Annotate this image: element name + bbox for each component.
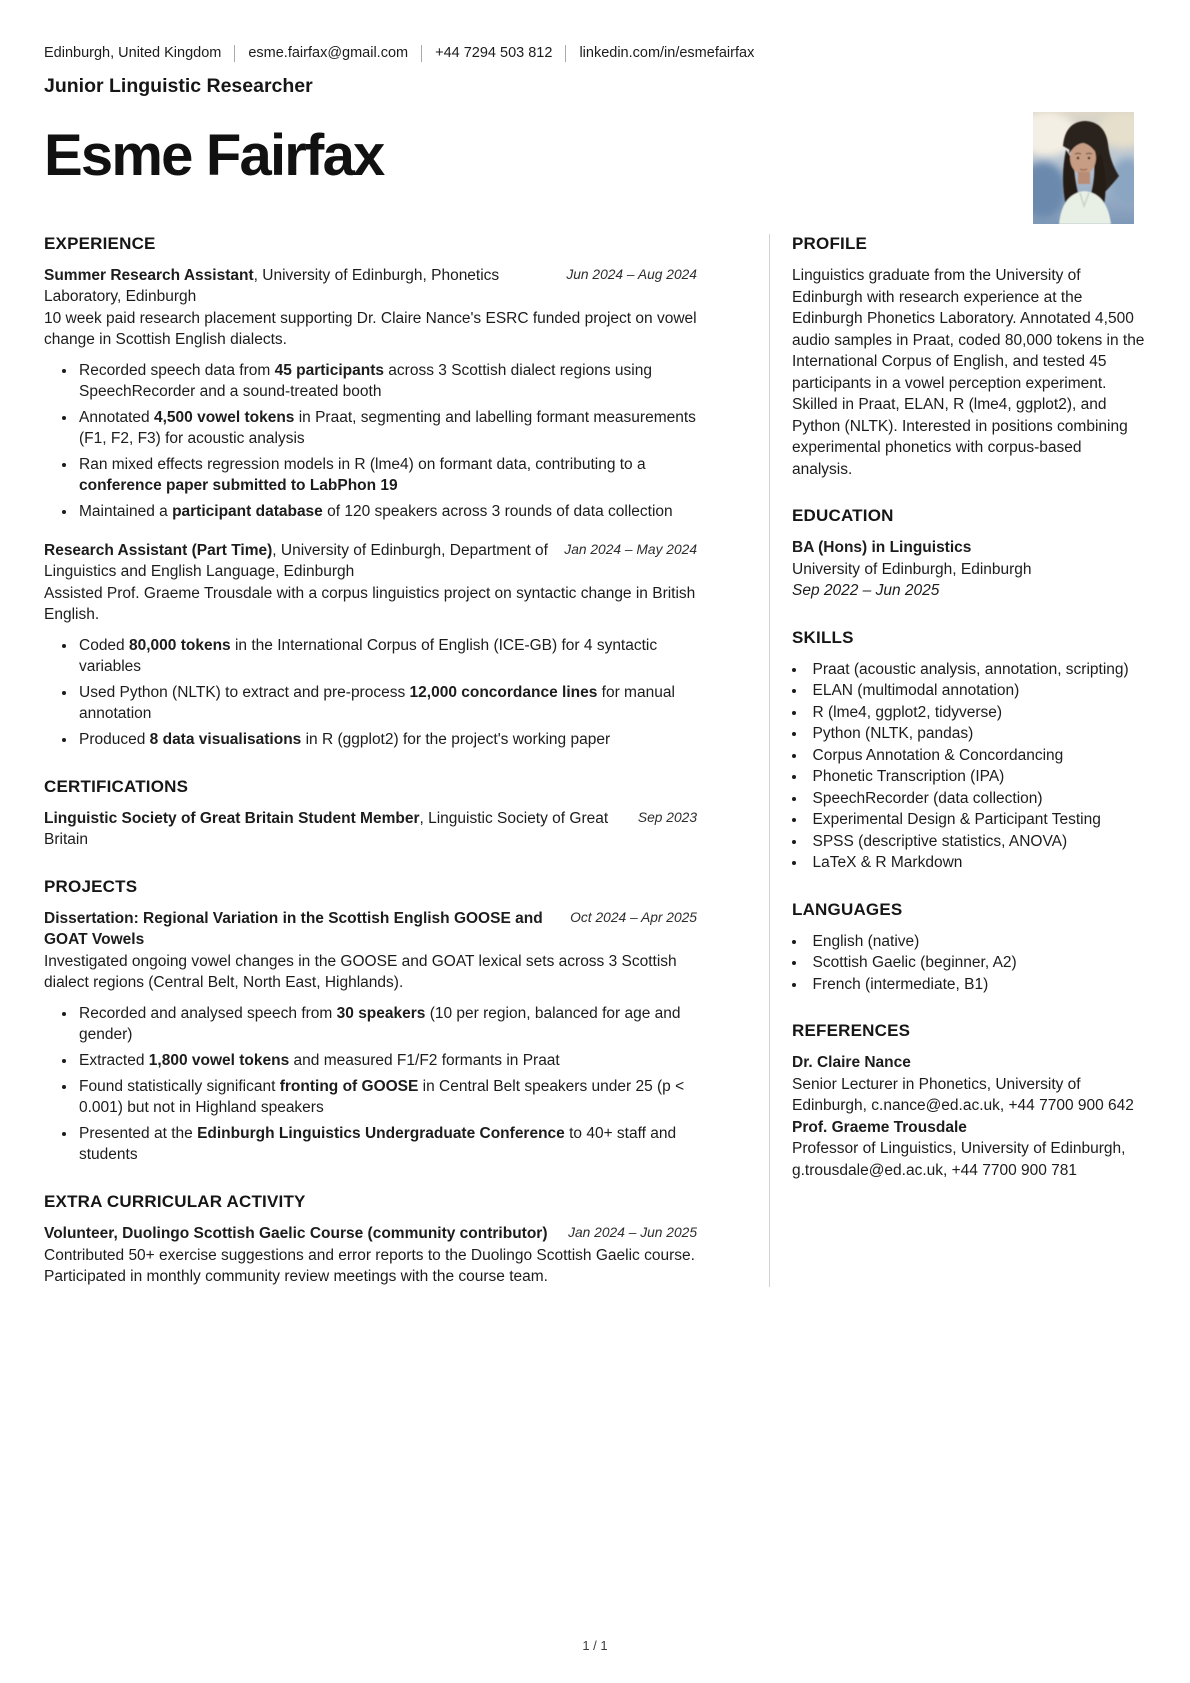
education-school: University of Edinburgh, Edinburgh [792,560,1032,578]
skill-item: • ELAN (multimodal annotation) [792,680,1145,702]
contact-separator [565,45,566,62]
job-title: Research Assistant (Part Time), University of Edinburgh, Department of Linguistics and English Language, Edinburgh [44,542,548,581]
bullet-item: • Recorded speech data from 45 participants across 3 Scottish dialect regions using SpeechRecorder and a sound-treated booth [77,360,697,402]
skill-item: • R (lme4, ggplot2, tidyverse) [792,702,1145,724]
profile-text: Linguistics graduate from the University of Edinburgh with research experience at the Edinburgh Phonetics Laboratory. Annotated 4,500 audio samples in Praat, coded 80,000 tokens in the International Corpus of English, and tested 45 participants in a vowel perception experiment. Skilled in Praat, ELAN, R (lme4, ggplot2), and Python (NLTK). Interested in positions combining experimental phonetics with corpus-based analysis. [792,267,1145,478]
bullet-item: • Ran mixed effects regression models in R (lme4) on formant data, contributing to a conference paper submitted to LabPhon 19 [77,454,697,496]
content-columns [44,234,1146,1287]
bullet-item: • Extracted 1,800 vowel tokens and measured F1/F2 formants in Praat [77,1050,697,1071]
project-entry-header [44,908,697,950]
project-title: Dissertation: Regional Variation in the Scottish English GOOSE and GOAT Vowels [44,910,543,949]
language-item: • English (native) [792,931,1145,953]
contact-location: Edinburgh, United Kingdom [44,45,222,61]
contact-email: esme.fairfax@gmail.com [248,45,409,61]
profile-heading: PROFILE [792,234,868,254]
contact-phone: +44 7294 503 812 [435,45,553,61]
skills-section [792,628,1145,874]
reference-name: Dr. Claire Nance [792,1054,911,1072]
job-entry-header [44,265,697,307]
profile-photo [1033,112,1134,224]
certification-date: Sep 2023 [637,810,697,826]
certification-entry [44,808,697,850]
profile-section [792,234,1145,480]
person-name: Esme Fairfax [44,123,384,188]
skill-item: • SpeechRecorder (data collection) [792,788,1145,810]
volunteer-entry-header [44,1223,697,1244]
contact-separator [234,45,235,62]
language-item: • Scottish Gaelic (beginner, A2) [792,952,1145,974]
references-section [792,1021,1145,1181]
job-date: Jan 2024 – May 2024 [564,542,697,558]
contact-separator [421,45,422,62]
education-dates: Sep 2022 – Jun 2025 [792,582,940,600]
experience-section [44,234,697,750]
project-summary: Investigated ongoing vowel changes in the GOOSE and GOAT lexical sets across 3 Scottish dialect regions (Central Belt, North East, Highlands). [44,953,677,992]
extra-curricular-section [44,1192,697,1287]
skill-item: • Experimental Design & Participant Testing [792,809,1145,831]
project-entry [44,908,697,1165]
volunteer-date: Jan 2024 – Jun 2025 [568,1225,697,1241]
reference-details: Senior Lecturer in Phonetics, University of Edinburgh, c.nance@ed.ac.uk, +44 7700 900 642 [792,1075,1134,1115]
certifications-heading: CERTIFICATIONS [44,777,189,797]
job-entry [44,540,697,750]
education-heading: EDUCATION [792,506,894,526]
bullet-item: • Produced 8 data visualisations in R (ggplot2) for the project's working paper [77,729,697,750]
skill-item: • Phonetic Transcription (IPA) [792,766,1145,788]
projects-heading: PROJECTS [44,877,138,897]
contact-linkedin: linkedin.com/in/esmefairfax [579,45,755,61]
bullet-item: • Found statistically significant fronting of GOOSE in Central Belt speakers under 25 (p < 0.001) but not in Highland speakers [77,1076,697,1118]
languages-section [792,900,1145,996]
skills-heading: SKILLS [792,627,854,647]
bullet-item: • Coded 80,000 tokens in the International Corpus of English (ICE-GB) for 4 syntactic variables [77,635,697,677]
skill-item: • Python (NLTK, pandas) [792,723,1145,745]
volunteer-entry [44,1223,697,1287]
references-heading: REFERENCES [792,1021,911,1041]
skills-list [792,659,1145,874]
role-title: Junior Linguistic Researcher [44,75,313,97]
certifications-section [44,777,697,850]
job-summary: 10 week paid research placement supporting Dr. Claire Nance's ESRC funded project on vowel change in Scottish English dialects. [44,310,697,349]
certification-title: Linguistic Society of Great Britain Student Member, Linguistic Society of Great Britain [44,810,609,849]
left-column [44,234,697,1287]
right-column [770,234,1145,1287]
languages-heading: LANGUAGES [792,899,903,919]
reference-details: Professor of Linguistics, University of Edinburgh, g.trousdale@ed.ac.uk, +44 7700 900 781 [792,1140,1126,1179]
skill-item: • Praat (acoustic analysis, annotation, scripting) [792,659,1145,681]
bullet-item: • Recorded and analysed speech from 30 speakers (10 per region, balanced for age and gender) [77,1003,697,1045]
volunteer-title: Volunteer, Duolingo Scottish Gaelic Course (community contributor) [44,1225,548,1243]
job-entry [44,265,697,522]
job-date: Jun 2024 – Aug 2024 [566,267,697,283]
profile-photo-image [1033,112,1134,224]
job-bullet-list [44,635,697,750]
language-item: • French (intermediate, B1) [792,974,1145,996]
job-bullet-list [44,360,697,522]
projects-section [44,877,697,1165]
job-entry-header [44,540,697,582]
education-degree: BA (Hons) in Linguistics [792,539,972,557]
project-date: Oct 2024 – Apr 2025 [570,910,697,926]
volunteer-summary: Contributed 50+ exercise suggestions and error reports to the Duolingo Scottish Gaelic course. Participated in monthly community review meetings with the course team. [44,1247,695,1286]
reference-name: Prof. Graeme Trousdale [792,1118,967,1136]
skill-item: • SPSS (descriptive statistics, ANOVA) [792,831,1145,853]
certification-entry-header [44,808,697,850]
languages-list [792,931,1145,996]
bullet-item: • Maintained a participant database of 120 speakers across 3 rounds of data collection [77,501,697,522]
project-bullet-list [44,1003,697,1165]
contact-row [44,44,1146,62]
skill-item: • Corpus Annotation & Concordancing [792,745,1145,767]
bullet-item: • Used Python (NLTK) to extract and pre-process 12,000 concordance lines for manual annotation [77,682,697,724]
education-section [792,506,1145,602]
bullet-item: • Presented at the Edinburgh Linguistics Undergraduate Conference to 40+ staff and students [77,1123,697,1165]
skill-item: • LaTeX & R Markdown [792,852,1145,874]
job-title: Summer Research Assistant, University of Edinburgh, Phonetics Laboratory, Edinburgh [44,267,500,306]
extra-curricular-heading: EXTRA CURRICULAR ACTIVITY [44,1192,306,1212]
page-number: 1 / 1 [582,1638,608,1653]
experience-heading: EXPERIENCE [44,234,156,254]
bullet-item: • Annotated 4,500 vowel tokens in Praat, segmenting and labelling formant measurements (F1, F2, F3) for acoustic analysis [77,407,697,449]
job-summary: Assisted Prof. Graeme Trousdale with a corpus linguistics project on syntactic change in British English. [44,585,696,624]
